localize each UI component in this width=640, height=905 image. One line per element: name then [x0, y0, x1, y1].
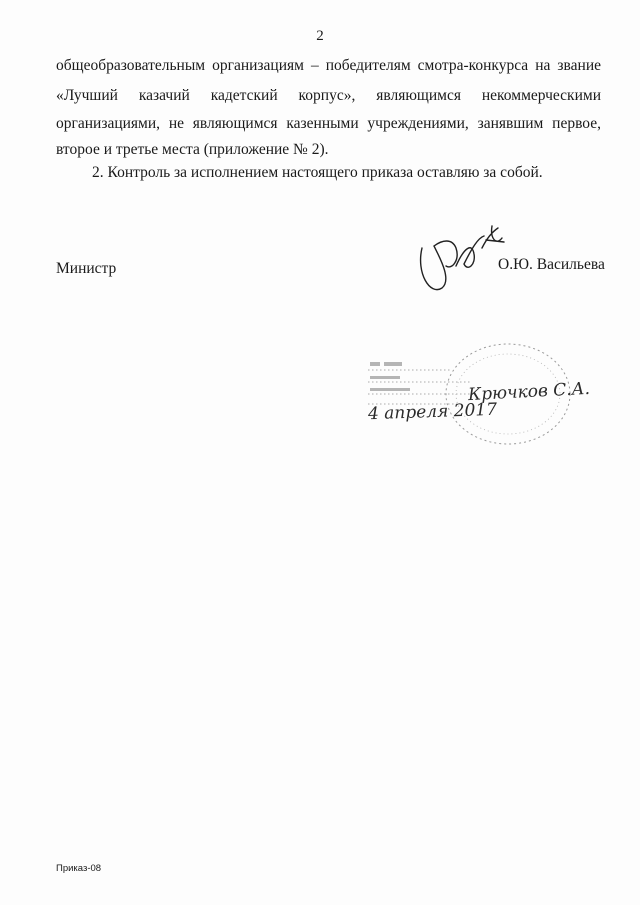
body-line-2: «Лучший казачий кадетский корпус», являющимся некоммерческими — [56, 87, 601, 104]
body-line-3: организациями, не являющимся казенными учреждениями, занявшим первое, — [56, 115, 601, 132]
body-line-1: общеобразовательным организациям – победителям смотра-конкурса на звание — [56, 57, 601, 74]
footer-document-code: Приказ-08 — [56, 863, 102, 874]
stamp-handwritten-date: 4 апреля 2017 — [367, 399, 498, 425]
signer-name: О.Ю. Васильева — [498, 256, 605, 273]
page-number: 2 — [316, 28, 324, 44]
stamp-handwritten-name: Крючков С.А. — [467, 378, 591, 406]
signer-role: Министр — [56, 260, 117, 277]
handwritten-signature — [412, 218, 512, 300]
body-line-4: второе и третье места (приложение № 2). — [56, 141, 329, 158]
body-line-5: 2. Контроль за исполнением настоящего приказа оставляю за собой. — [92, 164, 543, 181]
